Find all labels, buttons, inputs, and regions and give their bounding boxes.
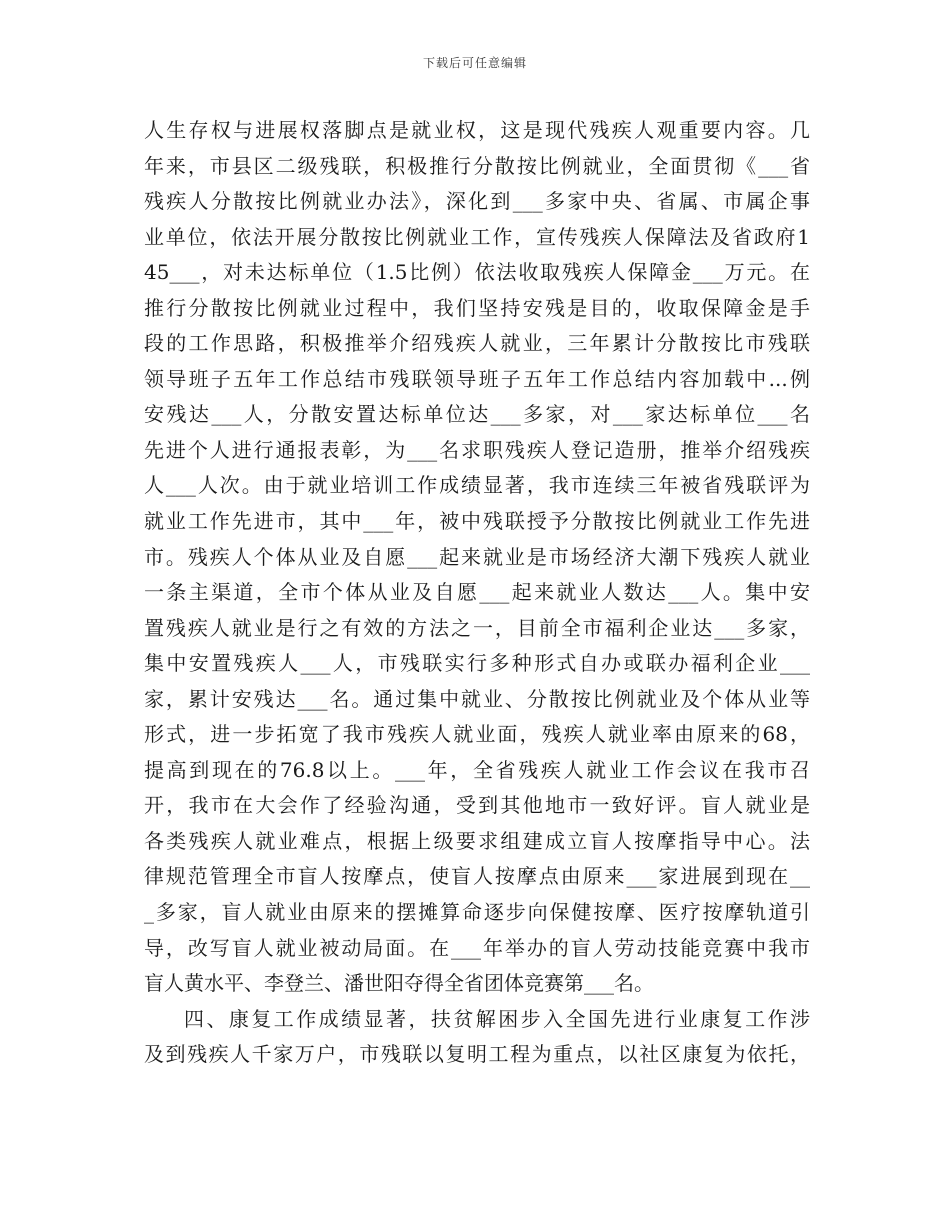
text-line: 残疾人分散按比例就业办法》，深化到___多家中央、省属、市属企事	[144, 189, 810, 214]
text-line: 一条主渠道，全市个体从业及自愿___起来就业人数达___人。集中安	[144, 580, 810, 605]
paragraph-rehabilitation	[144, 1002, 810, 1073]
text-line: 领导班子五年工作总结市残联领导班子五年工作总结内容加载中...例	[144, 366, 810, 391]
text-line: 导，改写盲人就业被动局面。在___年举办的盲人劳动技能竞赛中我市	[144, 935, 810, 960]
text-line: 律规范管理全市盲人按摩点，使盲人按摩点由原来___家进展到现在__	[144, 864, 810, 889]
text-line: 人生存权与进展权落脚点是就业权，这是现代残疾人观重要内容。几	[144, 118, 810, 142]
text-line: 形式，进一步拓宽了我市残疾人就业面，残疾人就业率由原来的68，	[144, 722, 810, 747]
text-line: _多家，盲人就业由原来的摆摊算命逐步向保健按摩、医疗按摩轨道引	[144, 900, 810, 925]
text-line: 安残达___人，分散安置达标单位达___多家，对___家达标单位___名	[144, 402, 810, 427]
text-line: 人___人次。由于就业培训工作成绩显著，我市连续三年被省残联评为	[144, 473, 810, 498]
text-line: 市。残疾人个体从业及自愿___起来就业是市场经济大潮下残疾人就业	[144, 544, 810, 569]
text-line: 推行分散按比例就业过程中，我们坚持安残是目的，收取保障金是手	[144, 295, 810, 320]
text-line: 年来，市县区二级残联，积极推行分散按比例就业，全面贯彻《___省	[144, 153, 810, 178]
text-line: 先进个人进行通报表彰，为___名求职残疾人登记造册，推举介绍残疾	[144, 437, 810, 462]
text-line: 盲人黄水平、李登兰、潘世阳夺得全省团体竞赛第___名。	[144, 971, 654, 996]
text-line: 45___，对未达标单位（1.5比例）依法收取残疾人保障金___万元。在	[144, 260, 810, 285]
document-body	[144, 113, 810, 1073]
text-line: 开，我市在大会作了经验沟通，受到其他地市一致好评。盲人就业是	[144, 793, 810, 818]
paragraph-employment	[144, 113, 810, 1002]
text-line: 家，累计安残达___名。通过集中就业、分散按比例就业及个体从业等	[144, 686, 810, 711]
text-line: 集中安置残疾人___人，市残联实行多种形式自办或联办福利企业___	[144, 651, 810, 676]
text-line: 段的工作思路，积极推举介绍残疾人就业，三年累计分散按比市残联	[144, 331, 810, 356]
text-line: 及到残疾人千家万户，市残联以复明工程为重点，以社区康复为依托，	[144, 1042, 810, 1067]
text-line: 业单位，依法开展分散按比例就业工作，宣传残疾人保障法及省政府1	[144, 224, 810, 249]
text-line: 置残疾人就业是行之有效的方法之一，目前全市福利企业达___多家，	[144, 615, 810, 640]
text-line: 各类残疾人就业难点，根据上级要求组建成立盲人按摩指导中心。法	[144, 828, 810, 853]
text-line: 四、康复工作成绩显著，扶贫解困步入全国先进行业康复工作涉	[184, 1006, 810, 1031]
text-line: 就业工作先进市，其中___年，被中残联授予分散按比例就业工作先进	[144, 509, 810, 534]
text-line: 提高到现在的76.8以上。___年，全省残疾人就业工作会议在我市召	[144, 757, 810, 782]
page-header-note: 下载后可任意编辑	[422, 56, 527, 70]
